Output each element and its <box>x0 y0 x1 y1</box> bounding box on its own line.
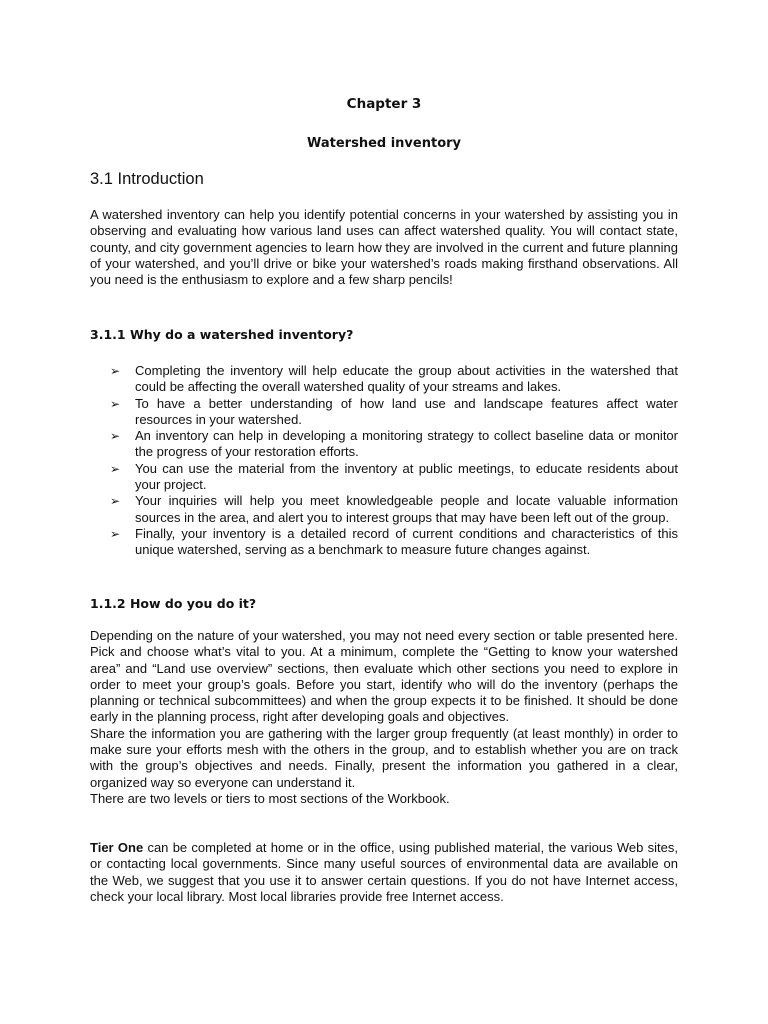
how-to-paragraph-1: Depending on the nature of your watershed, you may not need every section or table presented here. Pick and choose what’s vital to you. At a minimum, complete the “Getting to know your watershed area” and “Land use overview” sections, then evaluate which other sections you need to explore in order to meet your group’s goals. Before you start, identify who will do the inventory (perhaps the planning or technical subcommittees) and when the group expects it to be finished. It should be done early in the planning process, right after developing goals and objectives. <box>90 628 678 725</box>
bullet-text: Completing the inventory will help educate the group about activities in the watershed that could be affecting the overall watershed quality of your streams and lakes. <box>135 363 678 395</box>
arrowhead-bullet-icon: ➢ <box>110 461 121 476</box>
chapter-label: Chapter 3 <box>346 96 422 112</box>
tier-one-label: Tier One <box>90 840 144 855</box>
how-to-paragraph-3: There are two levels or tiers to most sections of the Workbook. <box>90 790 450 806</box>
why-inventory-bullet-list <box>110 363 678 559</box>
tier-one-paragraph <box>90 840 678 905</box>
bullet-item <box>110 363 678 396</box>
arrowhead-bullet-icon: ➢ <box>110 526 121 541</box>
bullet-text: An inventory can help in developing a monitoring strategy to collect baseline data or monitor the progress of your restoration efforts. <box>135 428 678 460</box>
arrowhead-bullet-icon: ➢ <box>110 429 121 444</box>
arrowhead-bullet-icon: ➢ <box>110 494 121 509</box>
document-page <box>90 0 678 1024</box>
chapter-title: Watershed inventory <box>306 136 462 151</box>
bullet-item <box>110 428 678 461</box>
section-heading-how-to: 1.1.2 How do you do it? <box>90 596 257 611</box>
bullet-text: To have a better understanding of how land use and landscape features affect water resources in your watershed. <box>135 395 678 427</box>
section-heading-why-inventory: 3.1.1 Why do a watershed inventory? <box>90 327 354 342</box>
bullet-item <box>110 396 678 429</box>
bullet-text: Your inquiries will help you meet knowledgeable people and locate valuable information sources in the area, and alert you to interest groups that may have been left out of the group. <box>135 493 678 525</box>
bullet-item <box>110 526 678 559</box>
introduction-paragraph: A watershed inventory can help you identify potential concerns in your watershed by assisting you in observing and evaluating how various land uses can affect watershed quality. You will contact state, county, and city government agencies to learn how they are involved in the current and future planning of your watershed, and you’ll drive or bike your watershed’s roads making firsthand observations. All you need is the enthusiasm to explore and a few sharp pencils! <box>90 207 679 288</box>
bullet-text: Finally, your inventory is a detailed record of current conditions and characteristics of this unique watershed, serving as a benchmark to measure future changes against. <box>135 525 678 558</box>
arrowhead-bullet-icon: ➢ <box>110 396 121 411</box>
tier-one-text: can be completed at home or in the office, using published material, the various Web sites, or contacting local governments. Since many useful sources of environmental data are available on the Web, we suggest that you use it to answer certain questions. If you do not have Internet access, check your local library. Most local libraries provide free Internet access. <box>90 840 678 904</box>
how-to-body <box>90 628 678 807</box>
arrowhead-bullet-icon: ➢ <box>110 364 121 378</box>
bullet-text: You can use the material from the inventory at public meetings, to educate residents about your project. <box>135 460 678 493</box>
how-to-paragraph-2: Share the information you are gathering with the larger group frequently (at least monthly) in order to make sure your efforts mesh with the others in the group, and to establish whether you are on track with the group’s objectives and needs. Finally, present the information you gathered in a clear, organized way so everyone can understand it. <box>90 725 678 790</box>
bullet-item <box>110 461 678 494</box>
bullet-item <box>110 493 678 526</box>
section-heading-introduction: 3.1 Introduction <box>90 170 204 188</box>
